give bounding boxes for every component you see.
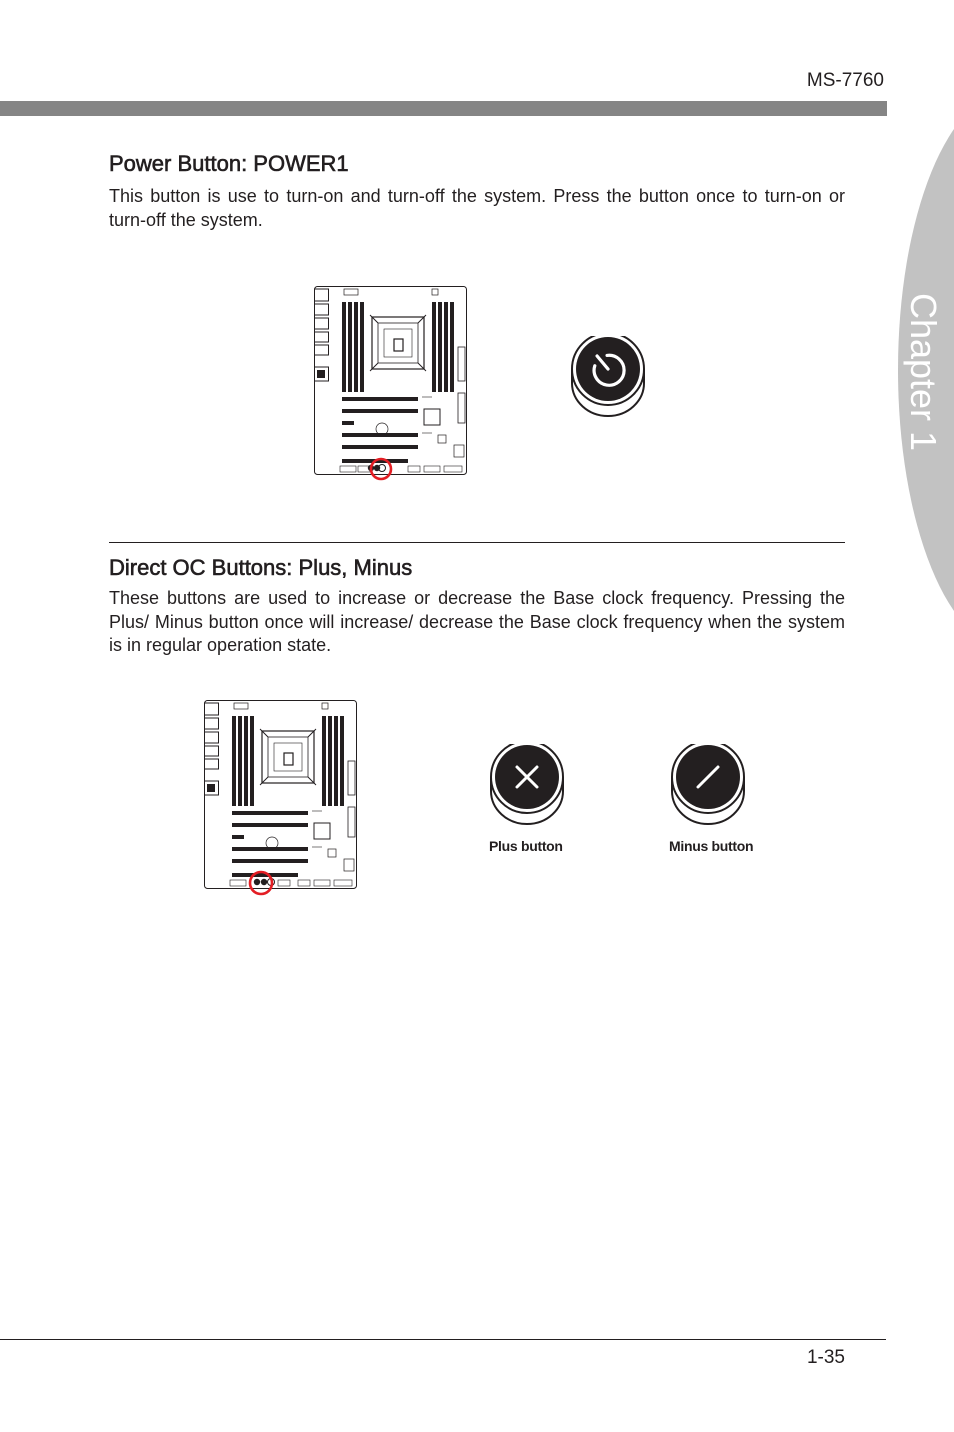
- footer-rule: [0, 1339, 886, 1340]
- plus-button-illustration: [489, 744, 565, 826]
- direct-oc-description: These buttons are used to increase or decrease the Base clock frequency. Pressing the Plus/ Minus button once will increase/ decrease the Base clock frequency when the system is in regular operation state.: [109, 588, 845, 655]
- minus-button-caption: Minus button: [669, 838, 754, 854]
- power-button-illustration: [570, 336, 646, 418]
- chapter-tab-label: Chapter 1: [903, 292, 944, 452]
- power-button-description: This button is use to turn-on and turn-off the system. Press the button once to turn-on or turn-off the system.: [109, 186, 845, 230]
- motherboard-diagram-power: [314, 285, 469, 482]
- model-number: MS-7760: [806, 70, 884, 91]
- section-divider: [109, 542, 845, 543]
- power-button-heading: Power Button: POWER1: [109, 151, 349, 176]
- header-bar: [0, 101, 887, 116]
- direct-oc-heading: Direct OC Buttons: Plus, Minus: [109, 555, 413, 580]
- motherboard-diagram-oc: [204, 699, 359, 896]
- page-number: 1-35: [806, 1347, 845, 1368]
- minus-button-illustration: [670, 744, 746, 826]
- plus-button-caption: Plus button: [489, 838, 563, 854]
